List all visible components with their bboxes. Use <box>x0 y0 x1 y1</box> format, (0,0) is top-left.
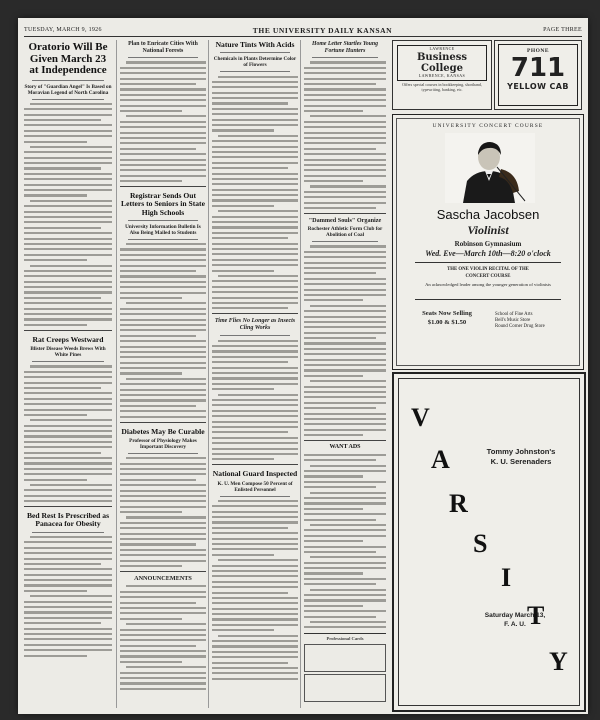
article-body <box>304 61 386 209</box>
headline-registrar: Registrar Sends Out Letters to Seniors in State High Schools <box>121 191 205 217</box>
dance-date-line-1: Saturday March 13, <box>484 612 546 619</box>
varsity-dance-ad <box>392 372 586 712</box>
concert-line-1: THE ONE VIOLIN RECITAL OF THE <box>447 267 529 272</box>
headline-time-flies: Time Flies No Longer as Insects Cling Works <box>214 318 296 332</box>
varsity-letter: I <box>501 563 512 592</box>
dance-date <box>465 611 565 629</box>
varsity-letter: A <box>431 445 450 474</box>
article-body <box>24 365 112 502</box>
college-city: LAWRENCE, KANSAS <box>418 72 466 78</box>
cab-number: 711 <box>510 53 566 83</box>
headline-diabetes: Diabetes May Be Curable <box>121 426 205 436</box>
concert-ad <box>392 114 584 370</box>
concert-line-3: An acknowledged leader among the younger generation of violinists <box>425 282 551 287</box>
column-3 <box>208 40 298 708</box>
business-college-ad <box>392 40 492 110</box>
varsity-letter: V <box>411 403 430 432</box>
concert-venue: Robinson Gymnasium <box>454 240 522 248</box>
column-4 <box>300 40 386 708</box>
outlet-2: Bell's Music Store <box>495 318 531 324</box>
outlet-3: Round Corner Drug Store <box>495 324 545 330</box>
professional-card <box>304 644 386 672</box>
article-body <box>212 340 298 461</box>
headline-national-guard: National Guard Inspected <box>212 469 298 479</box>
seats-info <box>407 309 487 327</box>
headline-home-letter: Home Letter Startles Young Fortune Hunters <box>311 41 379 54</box>
subhead-rat: Blister Disease Weeds Brews With White Pines <box>30 346 106 359</box>
masthead-date: TUESDAY, MARCH 9, 1926 <box>24 27 102 33</box>
professional-cards-heading: Professional Cards <box>304 633 386 641</box>
article-body <box>120 61 206 182</box>
band-line-2: K. U. Serenaders <box>490 457 552 466</box>
headline-bed-rest: Bed Rest Is Prescribed as Panacea for Obesity <box>26 511 110 529</box>
violinist-portrait <box>445 133 535 203</box>
subhead-dammed-souls: Rochester Athletic Form Club for Abolition of Coal <box>307 226 383 239</box>
article-body <box>24 103 112 326</box>
article-body <box>120 243 206 418</box>
subhead-national-guard: K. U. Men Compose 50 Percent of Enlisted Personnel <box>217 480 293 493</box>
article-body <box>120 457 206 567</box>
professional-card <box>304 674 386 702</box>
section-announcements: ANNOUNCEMENTS <box>134 575 192 583</box>
seat-prices: $1.00 & $1.50 <box>427 319 467 326</box>
varsity-letter: Y <box>549 647 568 676</box>
artist-name: Sascha Jacobsen <box>436 207 540 222</box>
headline-oratorio: Oratorio Will Be Given March 23 at Independence <box>28 41 108 76</box>
masthead-page: PAGE THREE <box>543 27 582 33</box>
cab-name: YELLOW CAB <box>507 82 569 91</box>
headline-nature: Nature Tints With Acids <box>215 40 295 49</box>
ticket-outlets <box>495 312 577 331</box>
outlet-1: School of Fine Arts <box>495 312 533 317</box>
headline-rat: Rat Creeps Westward <box>32 334 104 344</box>
article-body <box>304 245 386 436</box>
top-ads <box>392 40 582 110</box>
masthead-title: THE UNIVERSITY DAILY KANSAN <box>252 25 393 35</box>
cab-phone-label: PHONE <box>526 48 550 54</box>
band-line-1: Tommy Johnston's <box>486 447 556 456</box>
varsity-letter: S <box>473 529 488 558</box>
subhead-diabetes: Professor of Physiology Makes Important Discovery <box>129 437 197 450</box>
article-body <box>24 536 112 657</box>
concert-line-2: CONCERT COURSE <box>465 274 511 279</box>
announcements-body <box>120 585 206 690</box>
masthead <box>24 24 582 37</box>
varsity-letter: T <box>527 601 545 630</box>
column-2 <box>116 40 206 708</box>
college-top-label: LAWRENCE <box>429 46 455 51</box>
varsity-letter: R <box>449 489 468 518</box>
subhead-nature: Chemicals in Plants Determine Color of Flowers <box>213 56 297 69</box>
seats-label: Seats Now Selling <box>422 310 472 317</box>
subhead-registrar: University Information Bulletin Is Also Being Mailed to Students <box>125 223 201 236</box>
yellow-cab-ad <box>494 40 582 110</box>
column-1 <box>24 40 112 708</box>
artist-role: Violinist <box>467 223 509 237</box>
band-name <box>465 447 577 467</box>
concert-date: Wed. Eve—March 10th—8:20 o'clock <box>425 249 551 258</box>
concert-series: UNIVERSITY CONCERT COURSE <box>432 123 544 129</box>
college-name: Business College <box>416 51 468 74</box>
headline-dammed-souls: "Dammed Souls" Organize <box>308 217 382 225</box>
college-body: Offers special courses in bookkeeping, shorthand, typewriting, banking, etc. <box>402 82 482 92</box>
subhead-oratorio: Story of "Guardian Angel" Is Based on Moravian Legend of North Carolina <box>24 83 112 96</box>
headline-forests: Plan to Enricate Cities With National Forests <box>128 41 198 54</box>
want-ads-heading: WANT ADS <box>329 444 361 451</box>
article-body <box>212 76 298 310</box>
article-body <box>212 500 298 680</box>
want-ads-body <box>304 454 386 629</box>
newspaper-page <box>18 18 588 714</box>
dance-date-line-2: F. A. U. <box>504 621 526 628</box>
